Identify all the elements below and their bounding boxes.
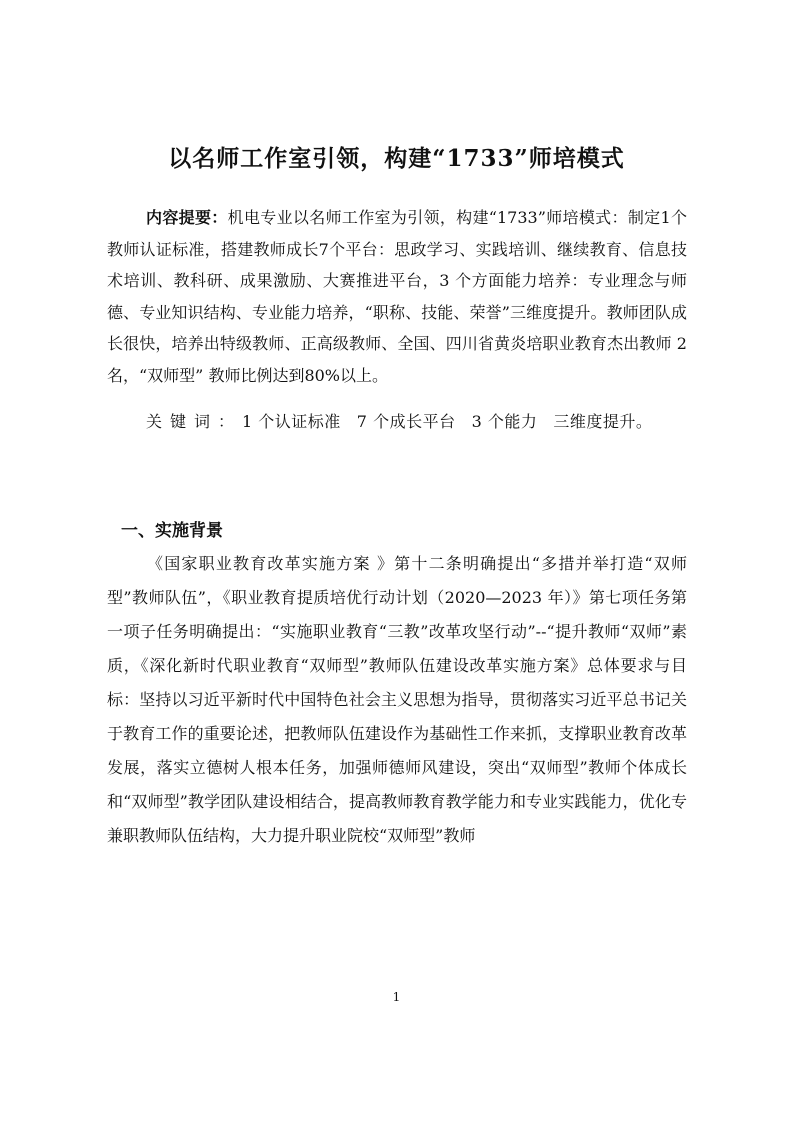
keywords-paragraph <box>107 406 687 438</box>
keyword-item: 7 个成长平台 <box>356 412 456 431</box>
document-title: 以名师工作室引领，构建“1733”师培模式 <box>168 145 625 172</box>
keyword-item: 3 个能力 <box>471 412 538 431</box>
abstract-text: 机电专业以名师工作室为引领，构建“1733”师培模式：制定1个教师认证标准，搭建教师成长7个平台：思政学习、实践培训、继续教育、信息技术培训、教科研、成果激励、大赛推进平台，3 个方面能力培养：专业理念与师德、专业知识结构、专业能力培养，“职称、技能、荣誉”三维度提升。教师团队成长很快，培养出特级教师、正高级教师、全国、四川省黄炎培职业教育杰出教师 2 名，“双师型” 教师比例达到80%以上。 <box>107 208 687 385</box>
keyword-item: 1 个认证标准 <box>242 412 341 431</box>
body-paragraph: 《国家职业教育改革实施方案 》第十二条明确提出“多措并举打造“双师型”教师队伍”，《职业教育提质培优行动计划（2020—2023 年）》第七项任务第一项子任务明确提出：“实施职业教育“三教”改革攻坚行动”--“提升教师“双师”素质，《深化新时代职业教育“双师型”教师队伍建设改革实施方案》总体要求与目标：坚持以习近平新时代中国特色社会主义思想为指导，贯彻落实习近平总书记关于教育工作的重要论述，把教师队伍建设作为基础性工作来抓，支撑职业教育改革发展，落实立德树人根本任务，加强师德师风建设，突出“双师型”教师个体成长和“双师型”教学团队建设相结合，提高教师教育教学能力和专业实践能力，优化专兼职教师队伍结构，大力提升职业院校“双师型”教师 <box>107 554 687 845</box>
keyword-item: 三维度提升。 <box>553 412 653 431</box>
abstract-lead-label: 内容提要： <box>146 208 228 227</box>
keywords-label: 关键词： <box>146 412 243 431</box>
page-number: 1 <box>392 990 401 1004</box>
abstract-paragraph <box>107 202 687 391</box>
section-heading: 一、实施背景 <box>121 521 223 541</box>
